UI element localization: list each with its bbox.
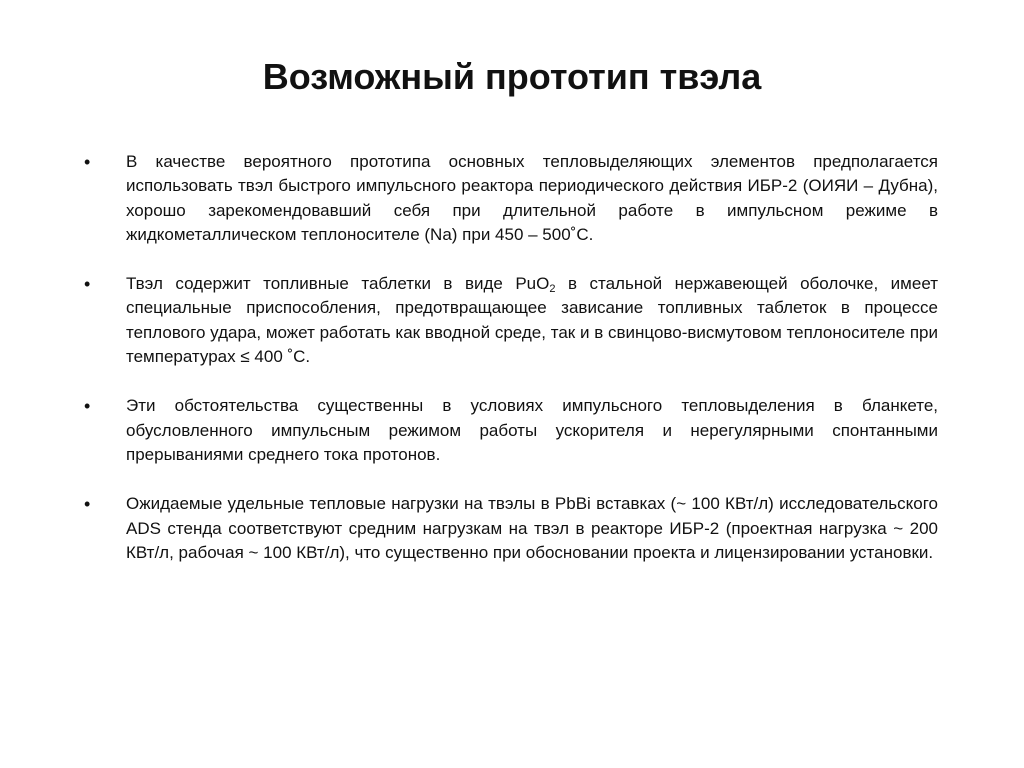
bullet-icon: •	[84, 396, 91, 417]
bullet-text: Эти обстоятельства существенны в условиях импульсного тепловыделения в бланкете, обусловленного импульсным режимом работы ускорителя и нерегулярными спонтанными прерываниями среднего тока протонов.	[126, 396, 938, 464]
list-item	[84, 272, 938, 369]
bullet-text: Ожидаемые удельные тепловые нагрузки на твэлы в PbBi вставках (~ 100 КВт/л) исследовательского ADS стенда соответствуют средним нагрузкам на твэл в реакторе ИБР-2 (проектная нагрузка ~ 200 КВт/л, рабочая ~ 100 КВт/л), что существенно при обосновании проекта и лицензировании установки.	[126, 494, 938, 562]
bullet-text-after-formula: в стальной нержавеющей оболочке, имеет специальные приспособления, предотвращающее зависание топливных таблеток в процессе теплового удара, может работать как вводной среде, так и в свинцово-висмутовом теплоносителе при температурах ≤ 400 ˚С.	[126, 274, 938, 367]
bullet-text-before-formula: Твэл содержит топливные таблетки в виде PuO	[126, 274, 550, 294]
bullet-text	[126, 272, 938, 369]
list-item	[84, 394, 938, 467]
slide-title: Возможный прототип твэла	[262, 56, 762, 97]
bullet-text: В качестве вероятного прототипа основных тепловыделяющих элементов предполагается использовать твэл быстрого импульсного реактора периодического действия ИБР-2 (ОИЯИ – Дубна), хорошо зарекомендовавший себя при длительной работе в импульсном режиме в жидкометаллическом теплоносителе (Na) при 450 – 500˚С.	[126, 152, 938, 244]
bullet-icon: •	[84, 494, 91, 515]
bullet-list	[84, 150, 938, 590]
bullet-icon: •	[84, 152, 91, 172]
formula-subscript: 2	[549, 283, 556, 296]
list-item	[84, 492, 938, 565]
bullet-icon: •	[84, 274, 91, 295]
list-item	[84, 150, 938, 247]
